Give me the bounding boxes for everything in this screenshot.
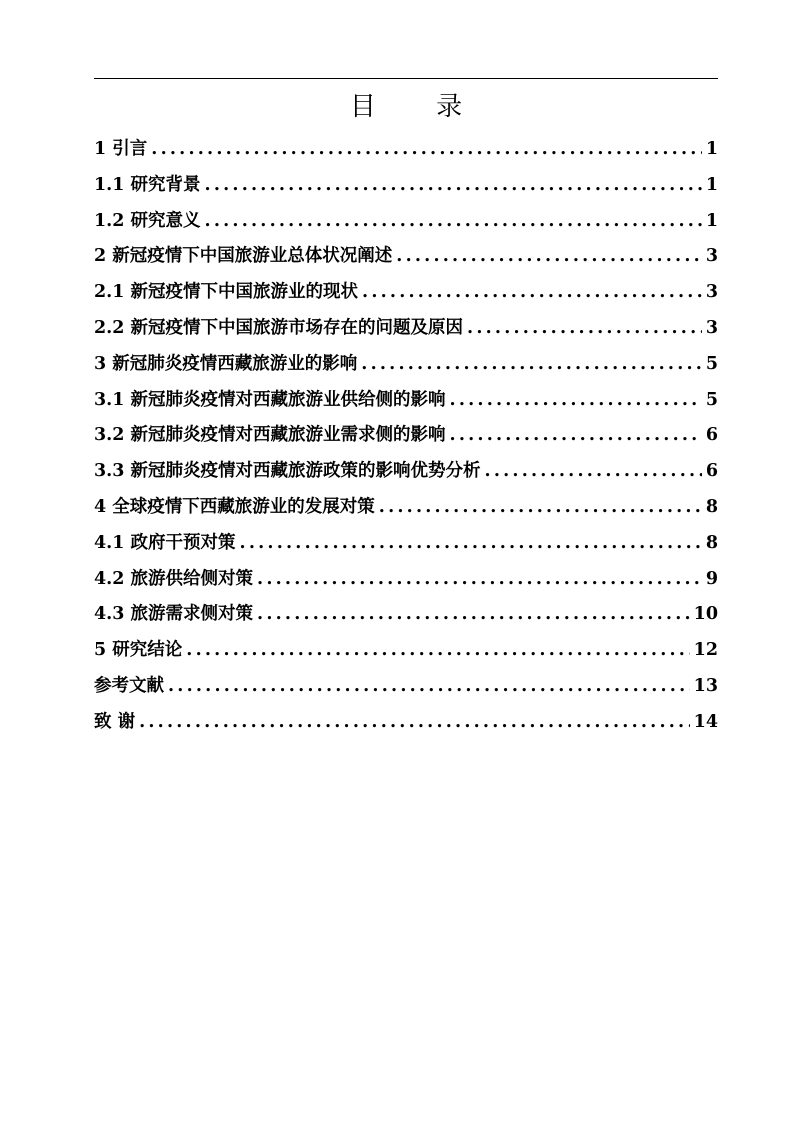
toc-entry-label: 4.3 旅游需求侧对策 — [94, 604, 254, 625]
toc-entry-page: 3 — [705, 317, 718, 338]
toc-entry-page: 1 — [705, 139, 718, 159]
toc-dot-leader — [139, 705, 690, 741]
toc-dot-leader — [186, 633, 689, 669]
toc-entry-label: 3.3 新冠肺炎疫情对西藏旅游政策的影响优势分析 — [94, 461, 481, 482]
toc-title: 目 录 — [349, 92, 489, 122]
toc-dot-leader — [450, 418, 702, 454]
toc-entry[interactable] — [94, 454, 718, 490]
toc-entry[interactable] — [94, 204, 718, 240]
toc-entry-label: 5 研究结论 — [94, 640, 183, 661]
toc-dot-leader — [379, 490, 702, 526]
toc-dot-leader — [205, 168, 702, 204]
toc-entry-label: 4.1 政府干预对策 — [94, 532, 236, 553]
toc-dot-leader — [151, 132, 702, 168]
toc-entry-page: 3 — [705, 246, 718, 267]
toc-entry-page: 12 — [693, 640, 718, 661]
toc-entry-page: 8 — [705, 532, 718, 553]
toc-entry-label: 1.2 研究意义 — [94, 210, 201, 231]
toc-entry-label: 4.2 旅游供给侧对策 — [94, 568, 254, 589]
toc-entry-label: 2.1 新冠疫情下中国旅游业的现状 — [94, 282, 359, 303]
toc-entry[interactable] — [94, 275, 718, 311]
toc-entry-page: 5 — [705, 389, 718, 410]
toc-entry-page: 5 — [705, 353, 718, 374]
toc-entry-label: 2.2 新冠疫情下中国旅游市场存在的问题及原因 — [94, 317, 464, 338]
toc-dot-leader — [362, 275, 702, 311]
toc-entry-label: 致 谢 — [94, 711, 136, 732]
toc-entry-label: 1 引言 — [94, 139, 148, 159]
toc-entry-page: 6 — [705, 461, 718, 482]
toc-entry-label: 3 新冠肺炎疫情西藏旅游业的影响 — [94, 353, 358, 374]
header-rule — [94, 78, 718, 79]
toc-dot-leader — [361, 347, 702, 383]
toc-entry[interactable] — [94, 383, 718, 419]
toc-list — [94, 132, 718, 741]
toc-dot-leader — [467, 311, 702, 347]
toc-entry[interactable] — [94, 239, 718, 275]
toc-entry-label: 1.1 研究背景 — [94, 174, 201, 195]
toc-dot-leader — [257, 597, 690, 633]
toc-entry[interactable] — [94, 562, 718, 598]
toc-entry-page: 1 — [705, 174, 718, 195]
toc-entry[interactable] — [94, 597, 718, 633]
toc-entry-label: 3.1 新冠肺炎疫情对西藏旅游业供给侧的影响 — [94, 389, 446, 410]
toc-entry[interactable] — [94, 168, 718, 204]
toc-entry-label: 参考文献 — [94, 675, 164, 696]
toc-dot-leader — [257, 562, 702, 598]
toc-entry[interactable] — [94, 490, 718, 526]
toc-entry-page: 1 — [705, 210, 718, 231]
toc-entry-label: 3.2 新冠肺炎疫情对西藏旅游业需求侧的影响 — [94, 425, 446, 446]
toc-entry-page: 14 — [693, 711, 718, 732]
toc-entry-page: 6 — [705, 425, 718, 446]
toc-entry-label: 4 全球疫情下西藏旅游业的发展对策 — [94, 496, 375, 517]
toc-entry[interactable] — [94, 347, 718, 383]
toc-entry[interactable] — [94, 633, 718, 669]
toc-entry[interactable] — [94, 705, 718, 741]
toc-dot-leader — [450, 383, 702, 419]
toc-entry[interactable] — [94, 669, 718, 705]
toc-entry-page: 8 — [705, 496, 718, 517]
toc-dot-leader — [205, 204, 702, 240]
toc-entry[interactable] — [94, 132, 718, 168]
toc-dot-leader — [485, 454, 702, 490]
toc-dot-leader — [396, 239, 702, 275]
toc-entry-page: 13 — [693, 675, 718, 696]
toc-entry-page: 3 — [705, 282, 718, 303]
toc-entry[interactable] — [94, 418, 718, 454]
toc-entry-page: 9 — [705, 568, 718, 589]
toc-entry[interactable] — [94, 526, 718, 562]
toc-dot-leader — [240, 526, 702, 562]
toc-entry-page: 10 — [693, 604, 718, 625]
toc-dot-leader — [168, 669, 690, 705]
toc-entry[interactable] — [94, 311, 718, 347]
toc-entry-label: 2 新冠疫情下中国旅游业总体状况阐述 — [94, 246, 393, 267]
